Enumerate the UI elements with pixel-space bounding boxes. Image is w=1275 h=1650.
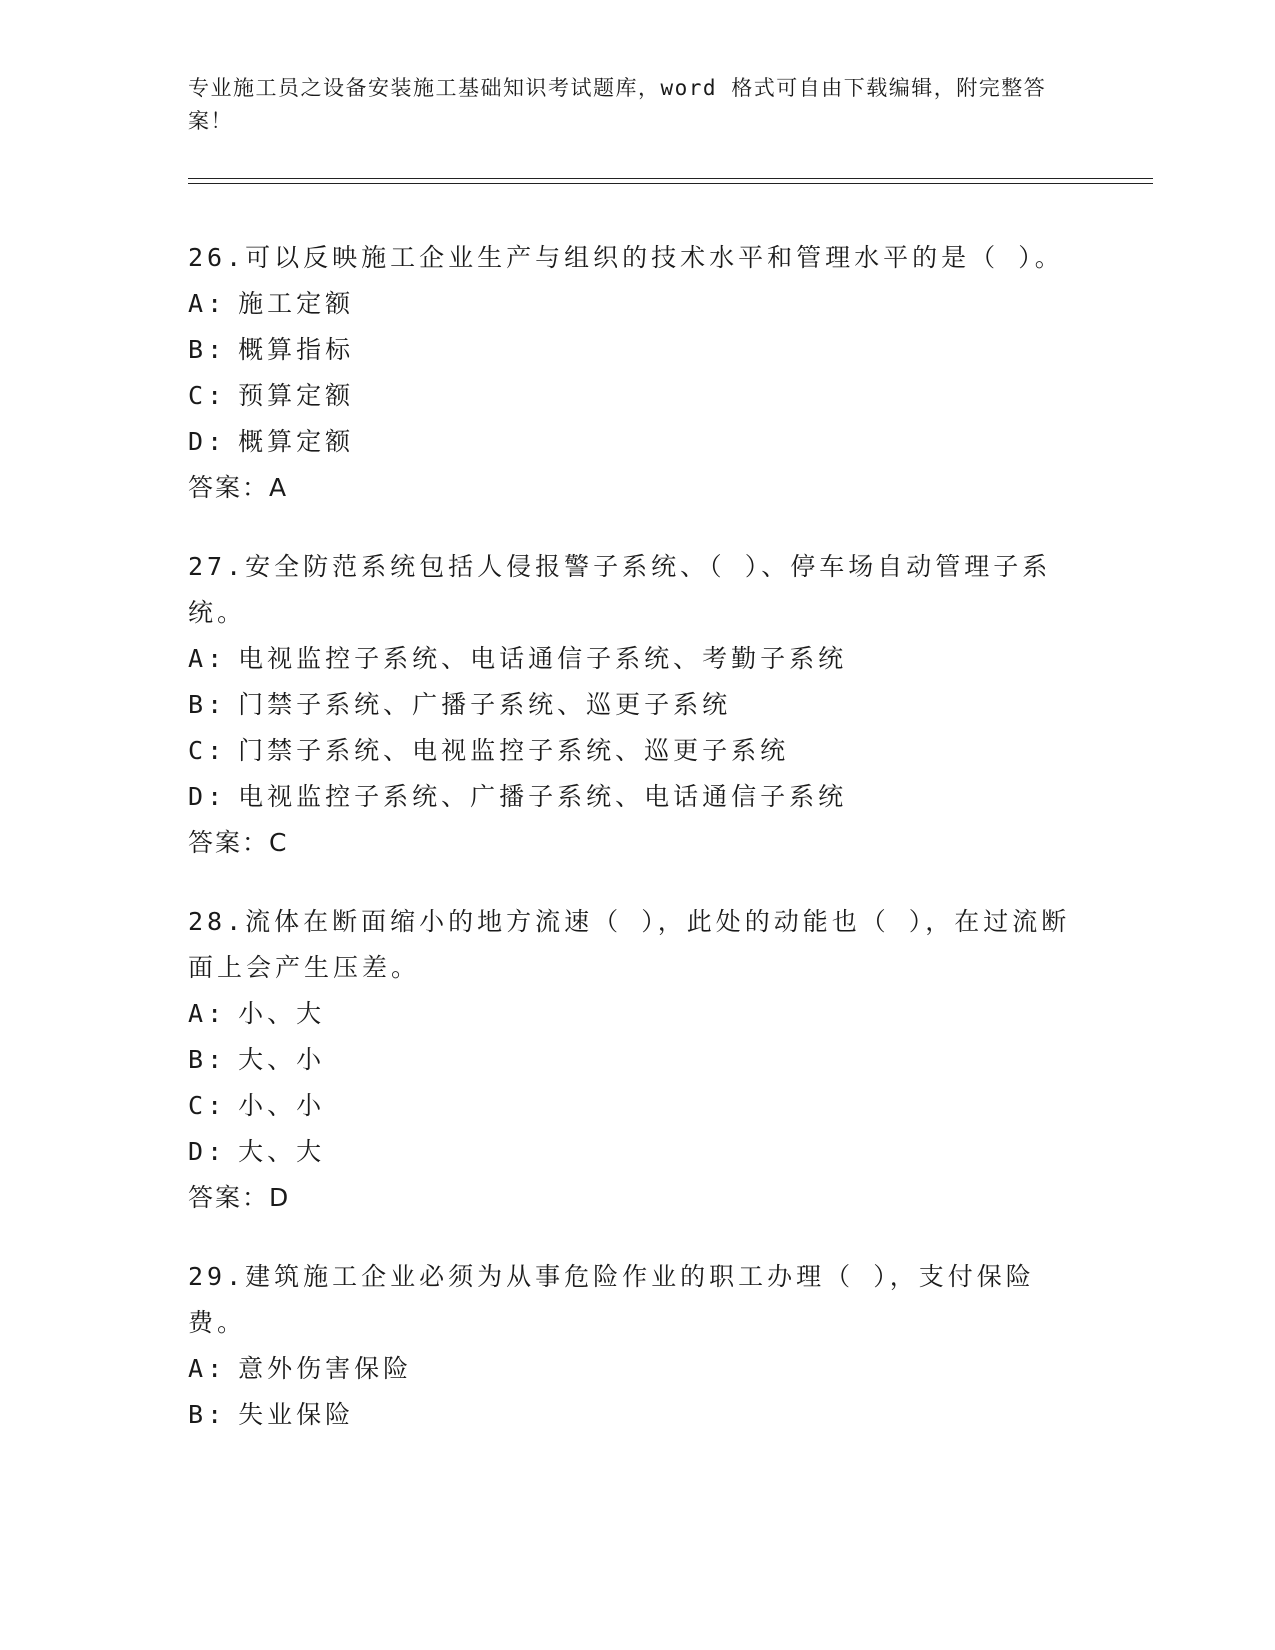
option-text: 施工定额	[238, 289, 355, 318]
option-letter: C	[188, 381, 208, 410]
option-c: C: 预算定额	[188, 373, 1088, 419]
option-letter: B	[188, 1045, 208, 1074]
option-c: C: 门禁子系统、电视监控子系统、巡更子系统	[188, 728, 1088, 774]
option-text: 小、小	[238, 1091, 326, 1120]
question-29	[188, 1254, 1088, 1438]
option-letter: A	[188, 1354, 208, 1383]
option-a: A: 施工定额	[188, 281, 1088, 327]
option-text: 门禁子系统、广播子系统、巡更子系统	[238, 690, 732, 719]
question-list	[188, 235, 1088, 1471]
header-rule-bottom	[188, 183, 1153, 184]
option-text: 失业保险	[238, 1400, 355, 1429]
option-text: 意外伤害保险	[238, 1354, 413, 1383]
question-text: 27.安全防范系统包括人侵报警子系统、（ ）、停车场自动管理子系统。	[188, 552, 1052, 627]
option-a: A: 电视监控子系统、电话通信子系统、考勤子系统	[188, 636, 1088, 682]
option-text: 概算指标	[238, 335, 355, 364]
option-text: 门禁子系统、电视监控子系统、巡更子系统	[238, 736, 790, 765]
option-b: B: 概算指标	[188, 327, 1088, 373]
document-header: 专业施工员之设备安装施工基础知识考试题库，word 格式可自由下载编辑，附完整答案！	[188, 76, 1047, 133]
option-a: A: 小、大	[188, 991, 1088, 1037]
option-text: 概算定额	[238, 427, 355, 456]
question-text: 26.可以反映施工企业生产与组织的技术水平和管理水平的是（ ）。	[188, 243, 1064, 272]
option-text: 电视监控子系统、电话通信子系统、考勤子系统	[238, 644, 848, 673]
option-letter: B	[188, 335, 208, 364]
question-28	[188, 899, 1088, 1221]
question-27	[188, 544, 1088, 866]
option-letter: A	[188, 999, 208, 1028]
answer: 答案：C	[188, 828, 289, 857]
option-letter: A	[188, 289, 208, 318]
option-letter: B	[188, 690, 208, 719]
question-26	[188, 235, 1088, 511]
option-letter: A	[188, 644, 208, 673]
option-letter: D	[188, 782, 208, 811]
option-text: 电视监控子系统、广播子系统、电话通信子系统	[238, 782, 848, 811]
answer: 答案：A	[188, 473, 289, 502]
option-b: B: 大、小	[188, 1037, 1088, 1083]
question-text: 29.建筑施工企业必须为从事危险作业的职工办理（ ），支付保险费。	[188, 1262, 1035, 1337]
option-b: B: 失业保险	[188, 1392, 1088, 1438]
option-a: A: 意外伤害保险	[188, 1346, 1088, 1392]
option-d: D: 大、大	[188, 1129, 1088, 1175]
answer: 答案：D	[188, 1183, 291, 1212]
option-letter: C	[188, 1091, 208, 1120]
option-letter: C	[188, 736, 208, 765]
option-text: 预算定额	[238, 381, 355, 410]
option-letter: D	[188, 1137, 208, 1166]
question-text: 28.流体在断面缩小的地方流速（ ），此处的动能也（ ），在过流断面上会产生压差。	[188, 907, 1071, 982]
option-letter: D	[188, 427, 208, 456]
option-letter: B	[188, 1400, 208, 1429]
option-text: 大、大	[238, 1137, 326, 1166]
option-text: 小、大	[238, 999, 326, 1028]
option-b: B: 门禁子系统、广播子系统、巡更子系统	[188, 682, 1088, 728]
option-text: 大、小	[238, 1045, 326, 1074]
header-rule-top	[188, 178, 1153, 179]
option-c: C: 小、小	[188, 1083, 1088, 1129]
option-d: D: 概算定额	[188, 419, 1088, 465]
option-d: D: 电视监控子系统、广播子系统、电话通信子系统	[188, 774, 1088, 820]
